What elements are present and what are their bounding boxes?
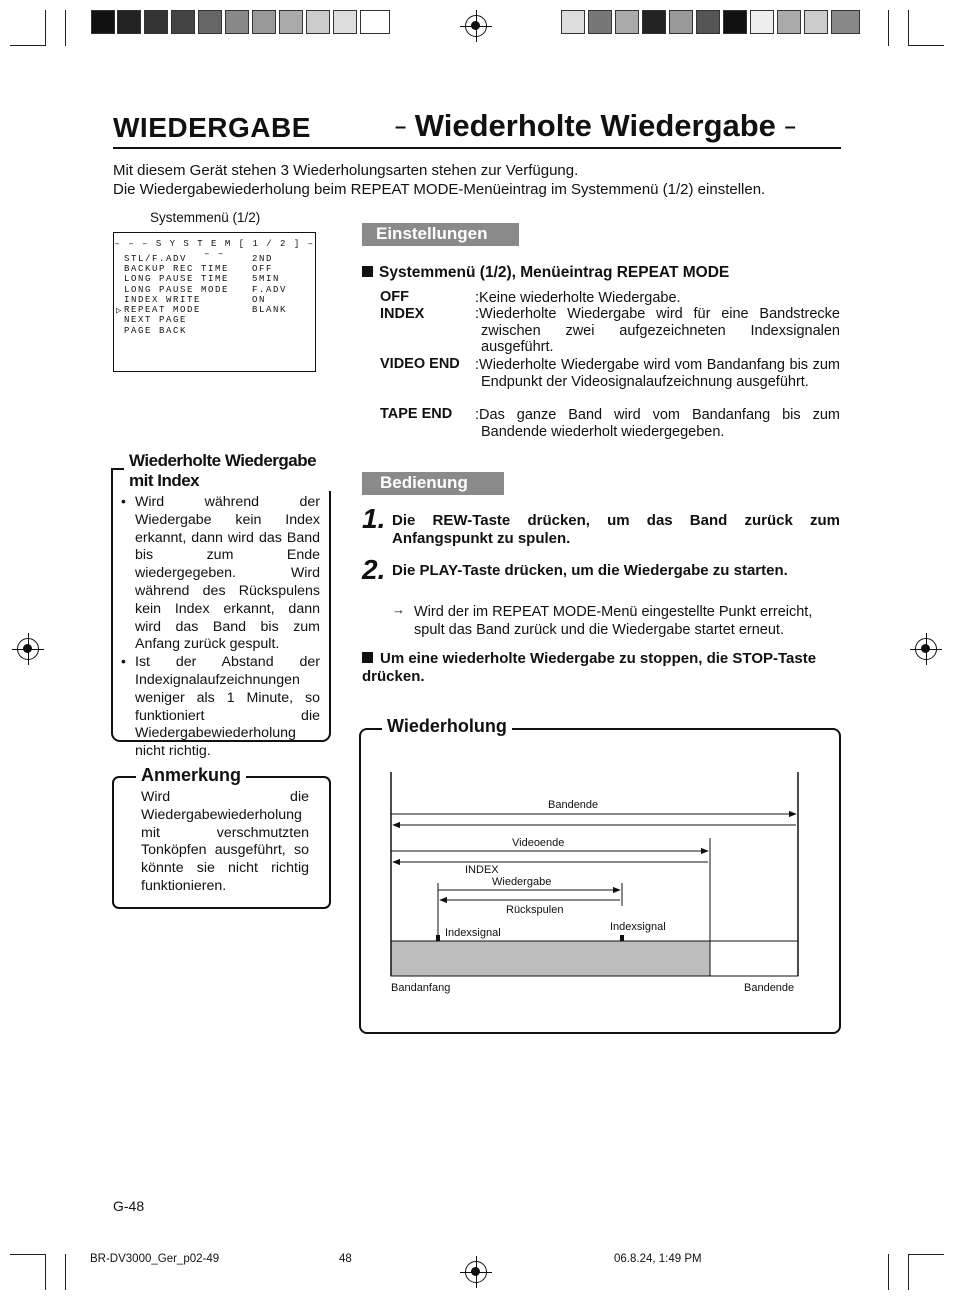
label-videoende: Videoende [512, 837, 565, 849]
title-dash: – [395, 116, 407, 138]
index-bullet: • Wird während der Wiedergabe kein Index erkannt, dann wird das Band bis zum Ende wiedergegeben. Wird während des Rückspulens kein Index erkannt, dann wird das Band bis zum Anfang zurück gespult. [121, 494, 320, 654]
step-number: 2. [362, 554, 386, 585]
index-signal-mark [620, 935, 624, 941]
arrow-icon: → [392, 602, 405, 617]
footer-page: 48 [339, 1253, 352, 1265]
menu-value: BLANK [252, 305, 288, 315]
label-bandende-bottom: Bandende [744, 982, 795, 994]
menu-cursor-icon: ▷ [116, 306, 124, 316]
step-note: Wird der im REPEAT MODE-Menü eingestellte Punkt erreicht, spult das Band zurück und die Wiedergabe startet erneut. [414, 604, 813, 638]
index-bullet: • Ist der Abstand der Indexignalaufzeichnungen weniger als 1 Minute, so funktioniert die Wiedergabewiederholung nicht richtig. [121, 654, 320, 761]
note-box-text: Wird die Wiedergabewiederholung mit verschmutzten Tonköpfen ausgeführt, so könnte sie nicht richtig funktionieren. [141, 789, 309, 894]
menu-value: 2ND [252, 254, 274, 264]
option-desc: :Keine wiederholte Wiedergabe. [475, 290, 681, 306]
diagram-title: Wiederholung [382, 716, 512, 737]
note-box-title: Anmerkung [136, 765, 246, 786]
menu-item: PAGE BACK [124, 326, 188, 336]
step-text: Die REW-Taste drücken, um das Band zurück zum Anfangspunkt zu spulen. [392, 512, 840, 547]
menu-value: OFF [252, 264, 274, 274]
operation-heading: Bedienung [362, 472, 504, 495]
step-text: Die PLAY-Taste drücken, um die Wiedergabe zu starten. [392, 562, 788, 579]
index-box-title: Wiederholte Wiedergabe mit Index [124, 451, 334, 491]
label-bandanfang: Bandanfang [391, 982, 451, 994]
footer-file: BR-DV3000_Ger_p02-49 [90, 1253, 220, 1265]
menu-item: STL/F.ADV [124, 254, 188, 264]
menu-heading: – – – S Y S T E M [ 1 / 2 ] – – – [114, 239, 315, 259]
option-desc: :Wiederholte Wiedergabe wird für eine Bandstrecke zwischen zwei aufgezeichneten Indexsignalen ausgeführt. [475, 306, 840, 355]
footer-date: 06.8.24, 1:49 PM [614, 1253, 702, 1265]
option-key: TAPE END [380, 406, 453, 422]
menu-value: 5MIN [252, 274, 281, 284]
stop-instruction: Um eine wiederholte Wiedergabe zu stoppen, die STOP-Taste drücken. [362, 650, 817, 685]
option-key: OFF [380, 289, 409, 305]
label-wiedergabe: Wiedergabe [492, 876, 552, 888]
menu-caption: Systemmenü (1/2) [150, 210, 261, 225]
section-title: WIEDERGABE [113, 112, 311, 143]
label-index: INDEX [465, 864, 499, 876]
index-signal-mark [436, 935, 440, 941]
menu-item: LONG PAUSE TIME [124, 274, 230, 284]
label-indexsignal-right: Indexsignal [610, 921, 666, 933]
tape-recorded-area [391, 941, 710, 976]
menu-item: NEXT PAGE [124, 315, 188, 325]
menu-item: REPEAT MODE [124, 305, 202, 315]
label-rueckspulen: Rückspulen [506, 904, 564, 916]
option-desc: :Wiederholte Wiedergabe wird vom Bandanfang bis zum Endpunkt der Videosignalaufzeichnung ausgeführt. [475, 357, 840, 390]
option-key: VIDEO END [380, 356, 460, 372]
intro-line-1: Mit diesem Gerät stehen 3 Wiederholungsarten stehen zur Verfügung. [113, 162, 579, 179]
menu-item: INDEX WRITE [124, 295, 202, 305]
title-text: Wiederholte Wiedergabe [414, 108, 776, 143]
option-key: INDEX [380, 306, 425, 322]
settings-subheading: Systemmenü (1/2), Menüeintrag REPEAT MODE [362, 264, 729, 282]
menu-item: BACKUP REC TIME [124, 264, 230, 274]
step-number: 1. [362, 503, 386, 534]
page-number: G-48 [113, 1198, 145, 1214]
option-desc: :Das ganze Band wird vom Bandanfang bis zum Bandende wiederholt wiedergegeben. [475, 407, 840, 440]
title-dash: – [784, 116, 796, 138]
label-bandende-top: Bandende [548, 799, 599, 811]
menu-value: F.ADV [252, 285, 288, 295]
intro-line-2: Die Wiedergabewiederholung beim REPEAT MODE-Menüeintrag im Systemmenü (1/2) einstellen. [113, 181, 766, 198]
tape-blank-area [710, 941, 798, 976]
menu-item: LONG PAUSE MODE [124, 285, 230, 295]
menu-value: ON [252, 295, 267, 305]
settings-heading: Einstellungen [362, 223, 519, 246]
label-indexsignal-left: Indexsignal [445, 927, 501, 939]
